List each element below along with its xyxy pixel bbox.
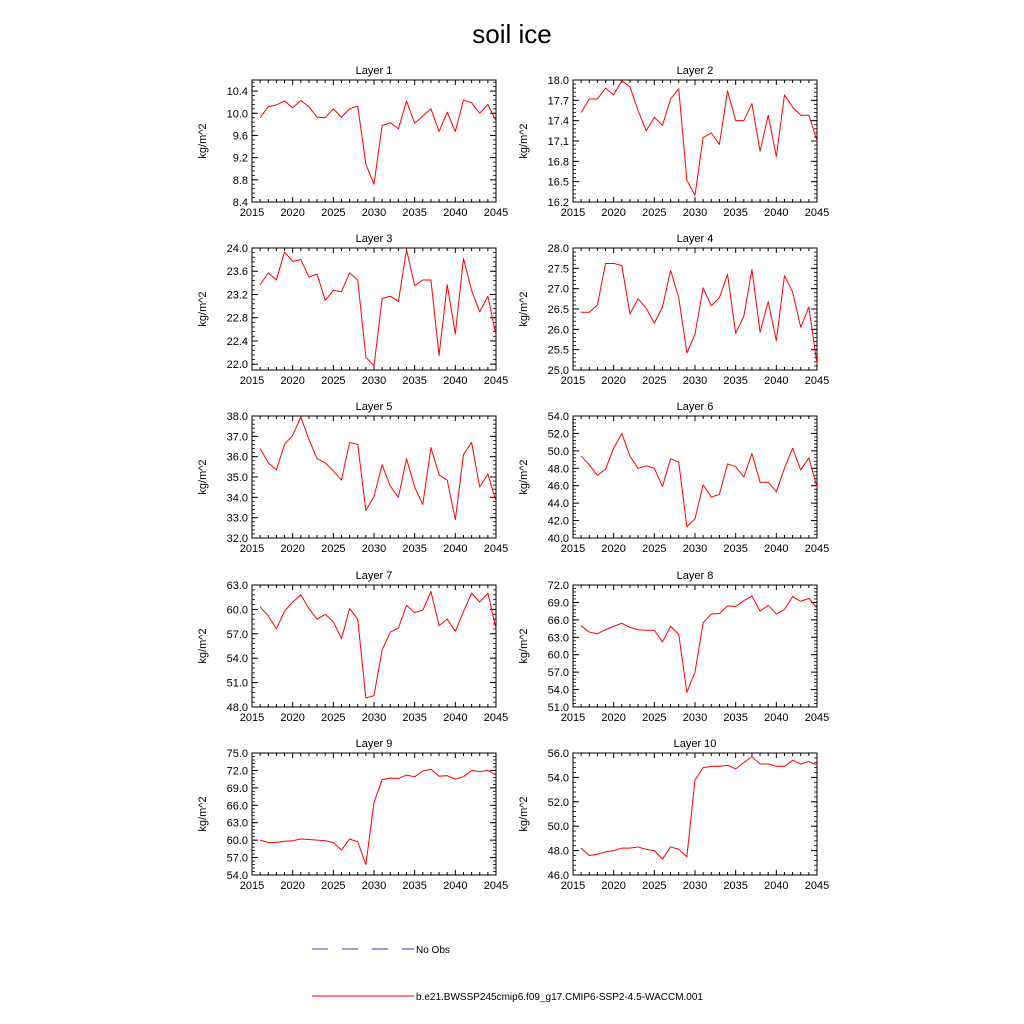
panel-title: Layer 8 [676, 570, 714, 582]
y-axis-label: kg/m^2 [518, 123, 530, 159]
panel-title: Layer 7 [355, 570, 393, 582]
x-tick-label: 2045 [483, 543, 509, 555]
y-tick-label: 66.0 [547, 614, 569, 627]
y-tick-label: 18.0 [547, 75, 569, 87]
y-axis-label: kg/m^2 [518, 796, 530, 832]
y-tick-label: 72.0 [226, 765, 248, 778]
x-tick-label: 2020 [601, 712, 626, 724]
y-tick-label: 57.0 [226, 852, 248, 865]
x-tick-label: 2015 [239, 712, 265, 724]
x-tick-label: 2020 [280, 712, 305, 724]
x-tick-label: 2035 [402, 880, 427, 892]
x-tick-label: 2015 [560, 712, 586, 724]
x-tick-label: 2030 [361, 880, 387, 892]
x-tick-label: 2030 [682, 880, 708, 892]
panel-title: Layer 10 [673, 738, 717, 750]
y-tick-label: 42.0 [547, 515, 569, 528]
panel-title: Layer 5 [355, 401, 393, 413]
y-tick-label: 35.0 [226, 472, 248, 484]
y-tick-label: 51.0 [226, 677, 248, 690]
y-tick-label: 28.0 [547, 243, 569, 255]
x-tick-label: 2040 [443, 375, 468, 387]
legend-obs-label: No Obs [416, 945, 450, 956]
x-tick-label: 2030 [682, 712, 708, 724]
x-tick-label: 2020 [280, 207, 305, 219]
y-tick-label: 17.4 [547, 115, 569, 128]
x-tick-label: 2025 [321, 880, 346, 892]
x-tick-label: 2040 [764, 543, 789, 555]
x-tick-label: 2015 [239, 207, 265, 219]
y-tick-label: 10.0 [226, 108, 248, 121]
x-tick-label: 2020 [280, 375, 305, 387]
x-tick-label: 2025 [321, 207, 346, 219]
y-tick-label: 52.0 [547, 428, 569, 441]
y-tick-label: 25.0 [547, 365, 569, 377]
figure-title: soil ice [472, 19, 552, 49]
x-tick-label: 2040 [443, 543, 468, 555]
x-tick-label: 2015 [560, 880, 586, 892]
y-tick-label: 48.0 [547, 463, 569, 476]
y-tick-label: 22.4 [226, 335, 248, 348]
y-tick-label: 63.0 [547, 632, 569, 645]
x-tick-label: 2045 [804, 207, 830, 219]
y-tick-label: 50.0 [547, 821, 569, 834]
x-tick-label: 2025 [642, 712, 667, 724]
y-tick-label: 46.0 [547, 480, 569, 493]
x-tick-label: 2045 [483, 712, 509, 724]
y-tick-label: 32.0 [226, 533, 248, 545]
y-tick-label: 54.0 [226, 870, 248, 882]
y-tick-label: 9.6 [232, 130, 248, 143]
x-tick-label: 2030 [361, 712, 387, 724]
x-tick-label: 2045 [483, 880, 509, 892]
x-tick-label: 2015 [560, 207, 586, 219]
y-tick-label: 9.2 [232, 152, 248, 165]
y-tick-label: 60.0 [226, 835, 248, 848]
x-tick-label: 2040 [764, 880, 789, 892]
y-axis-label: kg/m^2 [197, 459, 209, 495]
y-tick-label: 16.2 [547, 197, 569, 209]
x-tick-label: 2030 [682, 207, 708, 219]
x-tick-label: 2035 [402, 375, 427, 387]
y-tick-label: 26.5 [547, 304, 569, 316]
x-tick-label: 2040 [443, 207, 468, 219]
y-tick-label: 23.6 [226, 266, 248, 279]
y-tick-label: 48.0 [547, 845, 569, 858]
panel-title: Layer 6 [676, 401, 714, 413]
x-tick-label: 2035 [723, 880, 748, 892]
x-tick-label: 2025 [321, 543, 346, 555]
y-tick-label: 46.0 [547, 870, 569, 882]
y-tick-label: 22.0 [226, 359, 248, 372]
y-tick-label: 40.0 [547, 533, 569, 545]
x-tick-label: 2020 [280, 543, 305, 555]
y-tick-label: 63.0 [226, 580, 248, 592]
x-tick-label: 2035 [402, 543, 427, 555]
y-tick-label: 51.0 [547, 702, 569, 714]
x-tick-label: 2025 [642, 880, 667, 892]
x-tick-label: 2025 [642, 543, 667, 555]
y-tick-label: 25.5 [547, 344, 569, 357]
y-axis-label: kg/m^2 [518, 628, 530, 664]
x-tick-label: 2025 [321, 375, 346, 387]
x-tick-label: 2025 [321, 712, 346, 724]
y-tick-label: 66.0 [226, 800, 248, 813]
x-tick-label: 2020 [601, 880, 626, 892]
x-tick-label: 2015 [560, 375, 586, 387]
legend-model-label: b.e21.BWSSP245cmip6.f09_g17.CMIP6-SSP2-4.5-WACCM.001 [416, 992, 703, 1003]
panel-title: Layer 9 [355, 738, 393, 750]
y-tick-label: 44.0 [547, 498, 569, 511]
x-tick-label: 2020 [601, 207, 626, 219]
y-tick-label: 75.0 [226, 748, 248, 760]
x-tick-label: 2040 [764, 375, 789, 387]
y-tick-label: 57.0 [547, 667, 569, 680]
x-tick-label: 2015 [560, 543, 586, 555]
y-tick-label: 16.5 [547, 176, 569, 189]
x-tick-label: 2015 [239, 543, 265, 555]
y-tick-label: 27.5 [547, 263, 569, 276]
y-tick-label: 54.0 [547, 411, 569, 423]
y-tick-label: 60.0 [547, 649, 569, 662]
y-tick-label: 16.8 [547, 156, 569, 169]
y-tick-label: 36.0 [226, 451, 248, 464]
y-tick-label: 33.0 [226, 512, 248, 525]
panel-title: Layer 3 [355, 233, 393, 245]
x-tick-label: 2040 [764, 207, 789, 219]
y-tick-label: 8.8 [232, 174, 248, 187]
x-tick-label: 2020 [601, 375, 626, 387]
y-tick-label: 38.0 [226, 411, 248, 423]
x-tick-label: 2030 [682, 375, 708, 387]
y-tick-label: 10.4 [226, 86, 248, 99]
y-tick-label: 37.0 [226, 431, 248, 444]
y-tick-label: 17.1 [547, 136, 569, 148]
x-tick-label: 2045 [483, 207, 509, 219]
x-tick-label: 2035 [723, 207, 748, 219]
y-tick-label: 69.0 [547, 597, 569, 610]
x-tick-label: 2045 [804, 543, 830, 555]
x-tick-label: 2045 [804, 375, 830, 387]
y-tick-label: 34.0 [226, 492, 248, 505]
x-tick-label: 2035 [723, 375, 748, 387]
x-tick-label: 2020 [601, 543, 626, 555]
y-tick-label: 54.0 [226, 653, 248, 666]
y-tick-label: 24.0 [226, 243, 248, 255]
x-tick-label: 2030 [361, 375, 387, 387]
y-tick-label: 8.4 [232, 197, 248, 209]
y-axis-label: kg/m^2 [197, 123, 209, 159]
y-tick-label: 52.0 [547, 796, 569, 809]
y-axis-label: kg/m^2 [197, 628, 209, 664]
y-tick-label: 57.0 [226, 628, 248, 641]
y-tick-label: 22.8 [226, 312, 248, 325]
x-tick-label: 2035 [402, 207, 427, 219]
y-tick-label: 54.0 [547, 684, 569, 697]
x-tick-label: 2015 [239, 375, 265, 387]
y-tick-label: 60.0 [226, 604, 248, 617]
y-axis-label: kg/m^2 [197, 291, 209, 327]
x-tick-label: 2045 [483, 375, 509, 387]
y-tick-label: 54.0 [547, 772, 569, 785]
x-tick-label: 2035 [723, 712, 748, 724]
panel-title: Layer 1 [355, 65, 393, 77]
x-tick-label: 2040 [443, 880, 468, 892]
y-tick-label: 69.0 [226, 782, 248, 795]
y-tick-label: 17.7 [547, 95, 569, 108]
y-tick-label: 27.0 [547, 283, 569, 296]
x-tick-label: 2025 [642, 207, 667, 219]
y-tick-label: 48.0 [226, 702, 248, 714]
x-tick-label: 2045 [804, 880, 830, 892]
x-tick-label: 2040 [764, 712, 789, 724]
y-axis-label: kg/m^2 [197, 796, 209, 832]
y-tick-label: 23.2 [226, 289, 248, 302]
panel-title: Layer 2 [676, 65, 714, 77]
x-tick-label: 2015 [239, 880, 265, 892]
x-tick-label: 2030 [361, 543, 387, 555]
panel-title: Layer 4 [676, 233, 714, 245]
y-tick-label: 63.0 [226, 817, 248, 830]
x-tick-label: 2035 [723, 543, 748, 555]
x-tick-label: 2025 [642, 375, 667, 387]
x-tick-label: 2030 [682, 543, 708, 555]
x-tick-label: 2040 [443, 712, 468, 724]
x-tick-label: 2020 [280, 880, 305, 892]
y-tick-label: 72.0 [547, 580, 569, 592]
y-tick-label: 50.0 [547, 445, 569, 458]
x-tick-label: 2035 [402, 712, 427, 724]
y-tick-label: 56.0 [547, 748, 569, 760]
y-axis-label: kg/m^2 [518, 459, 530, 495]
x-tick-label: 2045 [804, 712, 830, 724]
y-axis-label: kg/m^2 [518, 291, 530, 327]
x-tick-label: 2030 [361, 207, 387, 219]
y-tick-label: 26.0 [547, 324, 569, 337]
